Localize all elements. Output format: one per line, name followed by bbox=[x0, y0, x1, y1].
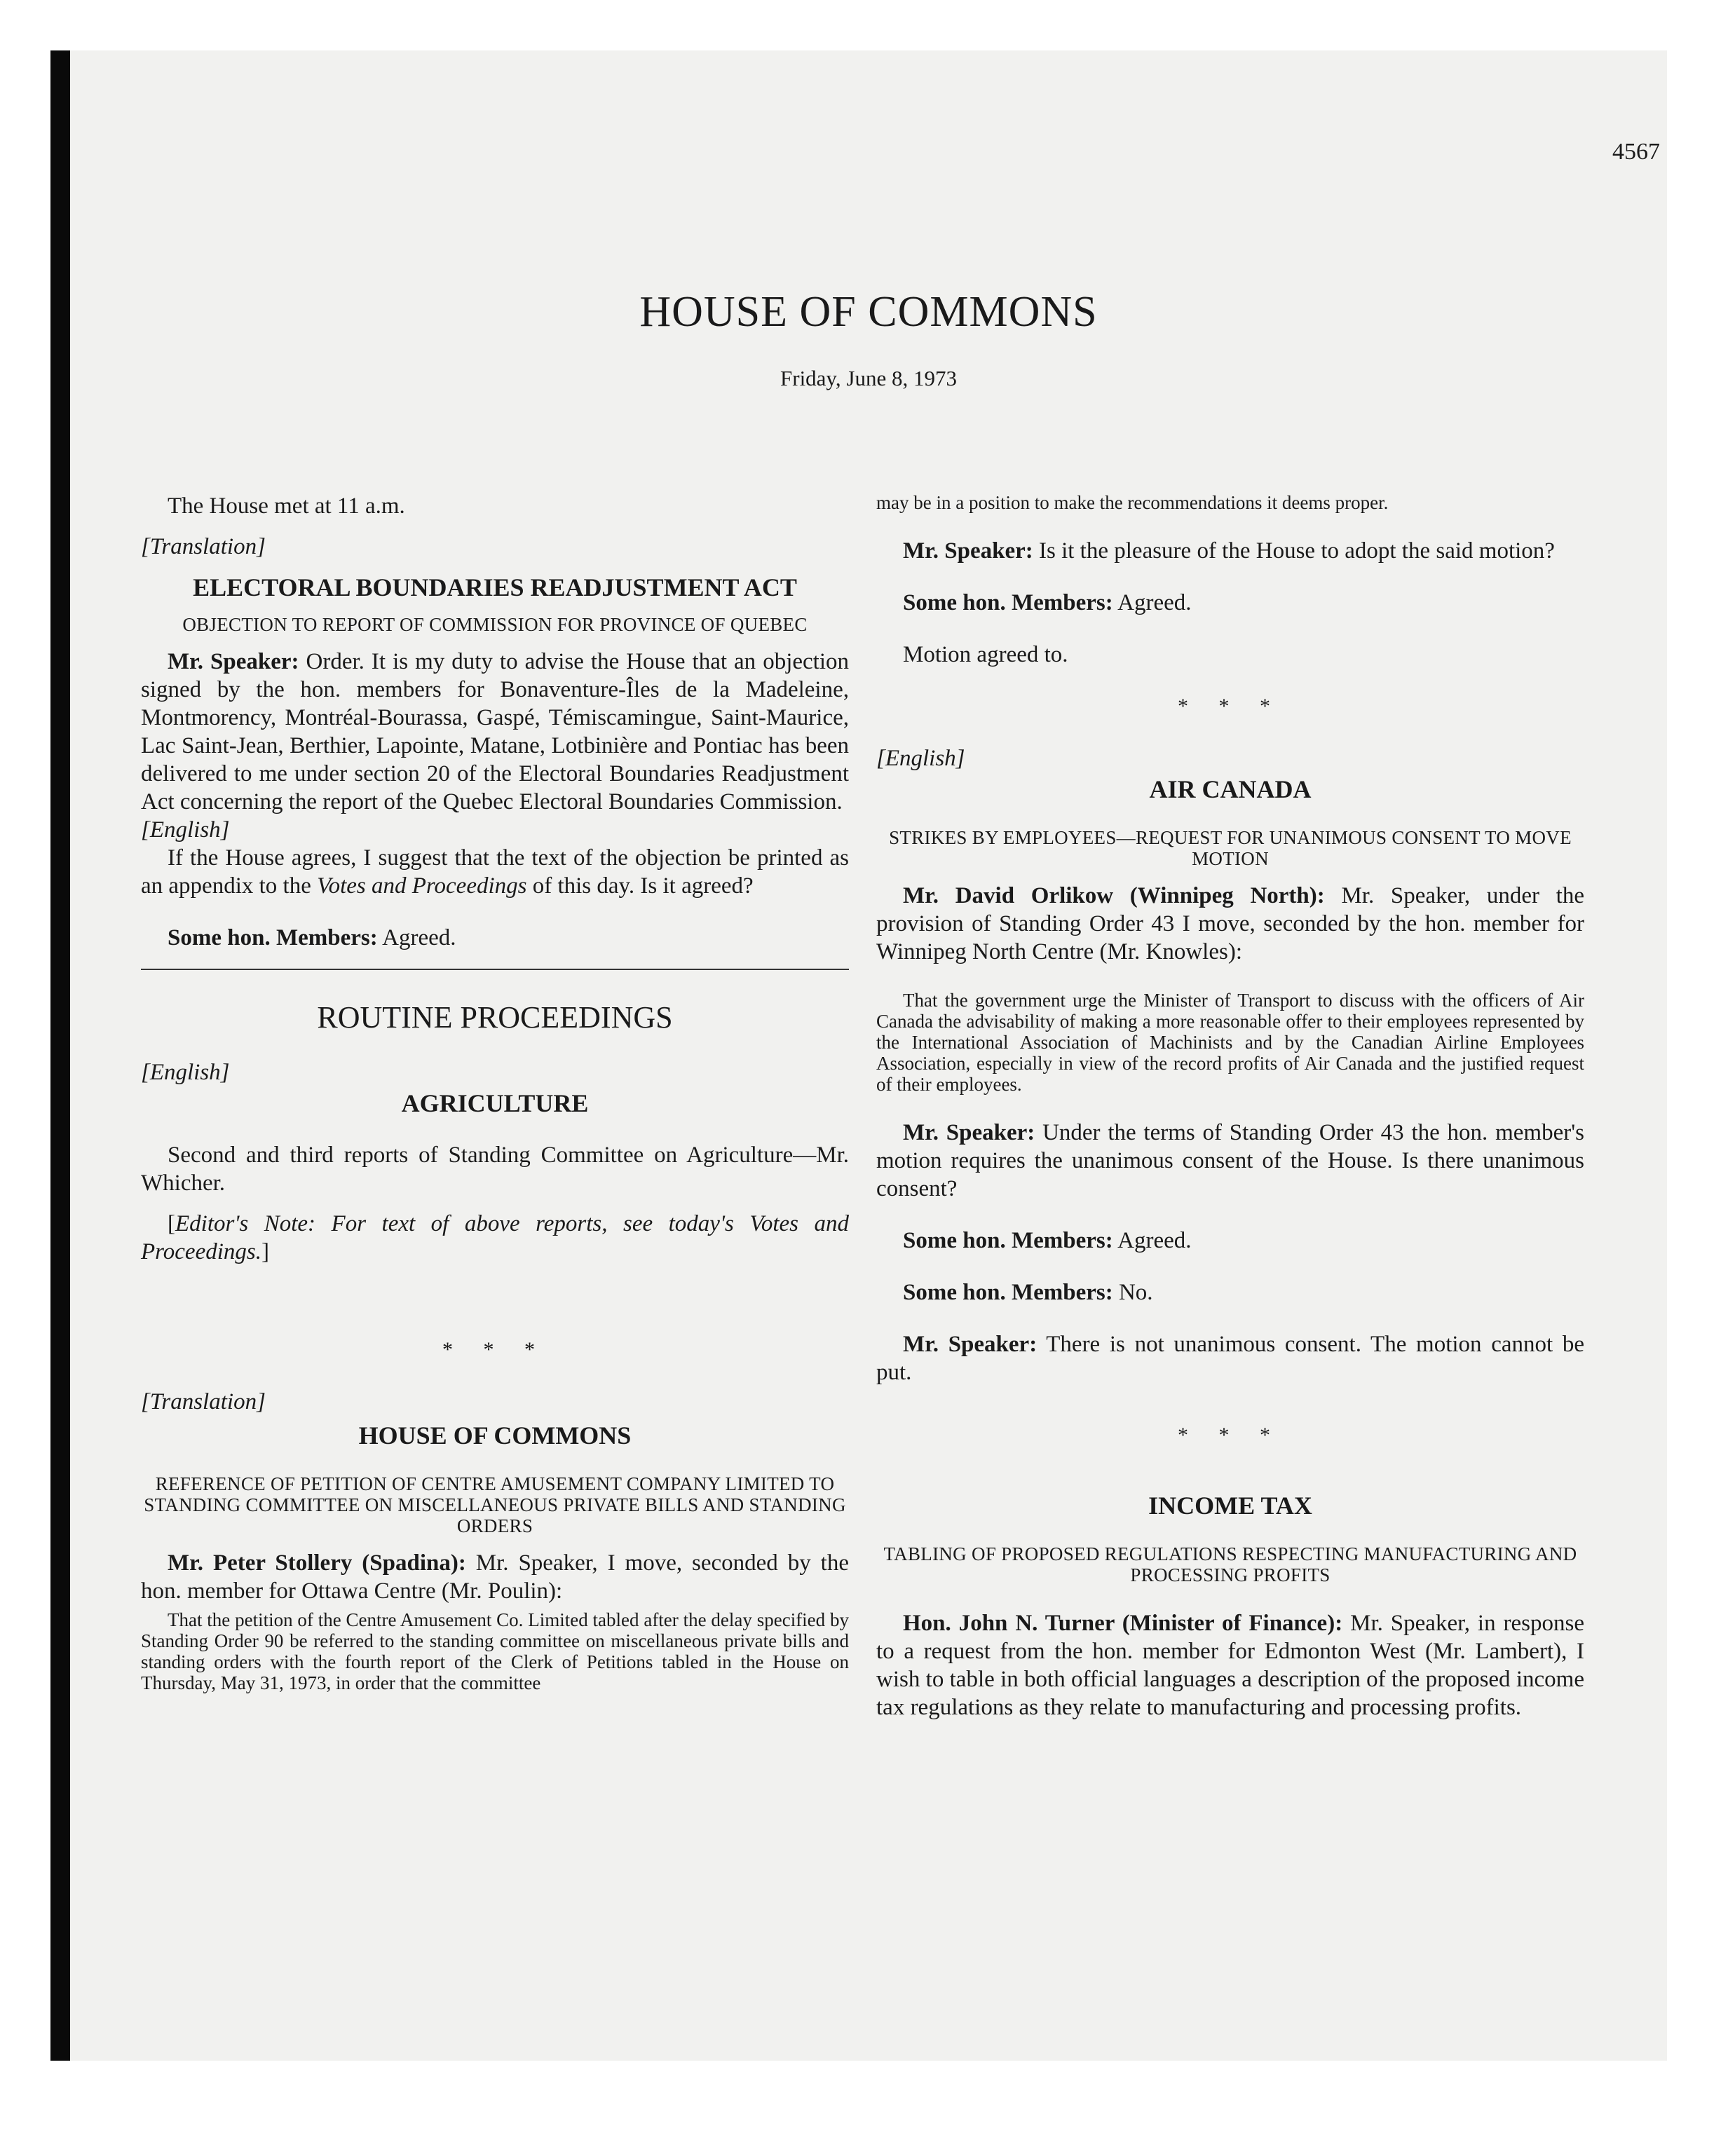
speaker-name: Mr. Speaker: bbox=[168, 649, 299, 674]
members-response bbox=[141, 924, 849, 952]
speaker-name: Mr. Peter Stollery (Spadina): bbox=[168, 1550, 466, 1576]
section-asterisks: * * * bbox=[1178, 695, 1283, 718]
speaker-text: Is it the pleasure of the House to adopt the said motion? bbox=[1033, 538, 1555, 564]
house-met-line: The House met at 11 a.m. bbox=[168, 493, 405, 519]
speaker-ruling bbox=[876, 1119, 1584, 1203]
page-number: 4567 bbox=[1612, 139, 1660, 165]
agree-paragraph bbox=[141, 844, 849, 900]
editor-note-text: Editor's Note: For text of above reports, see today's Votes and Proceedings. bbox=[141, 1211, 849, 1264]
speaker-text: There is not unanimous consent. The motion cannot be put. bbox=[876, 1332, 1584, 1385]
speaker-name: Mr. Speaker: bbox=[903, 1120, 1035, 1145]
stollery-motion bbox=[141, 1549, 849, 1605]
hansard-page bbox=[70, 50, 1667, 2061]
language-tag: [English] bbox=[141, 1060, 230, 1085]
heading-electoral-boundaries: ELECTORAL BOUNDARIES READJUSTMENT ACT bbox=[193, 573, 797, 601]
section-divider bbox=[141, 969, 849, 970]
heading-income-tax: INCOME TAX bbox=[1148, 1492, 1312, 1520]
right-column bbox=[876, 492, 1584, 1721]
agree-text: of this day. Is it agreed? bbox=[526, 873, 754, 899]
editor-note-bracket: [ bbox=[168, 1211, 175, 1236]
speaker-name: Some hon. Members: bbox=[903, 590, 1113, 615]
heading-agriculture: AGRICULTURE bbox=[401, 1089, 589, 1117]
speaker-text: Mr. Speaker, under the provision of Standing Order 43 I move, seconded by the hon. member for Winnipeg North Centre (Mr. Knowles): bbox=[876, 883, 1584, 964]
speaker-text: Mr. Speaker, in response to a request from the hon. member for Edmonton West (Mr. Lambert), I wish to table in both official languages a description of the proposed income tax regulations as they relate to manufacturing and processing profits. bbox=[876, 1611, 1584, 1720]
speaker-name: Some hon. Members: bbox=[168, 925, 378, 950]
speaker-name: Some hon. Members: bbox=[903, 1228, 1113, 1253]
subheading-tabling: TABLING OF PROPOSED REGULATIONS RESPECTING MANUFACTURING AND PROCESSING PROFITS bbox=[883, 1543, 1577, 1585]
heading-routine-proceedings: ROUTINE PROCEEDINGS bbox=[317, 1000, 673, 1035]
speaker-text: Agreed. bbox=[377, 925, 456, 950]
speaker-text: Agreed. bbox=[1113, 590, 1192, 615]
heading-house-of-commons: HOUSE OF COMMONS bbox=[358, 1421, 632, 1449]
language-tag: [English] bbox=[876, 746, 965, 771]
speaker-text: Mr. Speaker, I move, seconded by the hon. member for Ottawa Centre (Mr. Poulin): bbox=[141, 1550, 849, 1604]
petition-motion-quote: That the petition of the Centre Amusement Co. Limited tabled after the delay specified by Standing Order 90 be referred to the standing committee on miscellaneous private bills and standing orders with the fourth report of the Clerk of Petitions tabled in the House on Thursday, May 31, 1973, in order that the committee bbox=[141, 1609, 849, 1693]
speaker-name: Mr. Speaker: bbox=[903, 1332, 1037, 1357]
language-tag: [English] bbox=[141, 817, 230, 842]
speaker-name: Some hon. Members: bbox=[903, 1280, 1113, 1305]
language-tag: [Translation] bbox=[141, 534, 266, 559]
scan-edge bbox=[50, 50, 70, 2061]
air-canada-motion-quote: That the government urge the Minister of Transport to discuss with the officers of Air Canada the advisability of making a more reasonable offer to their employees represented by the International Association of Machinists and by the Canadian Airline Employees Association, especially in view of the record profits of Air Canada and the justified request of their employees. bbox=[876, 990, 1584, 1095]
turner-statement bbox=[876, 1609, 1584, 1721]
speaker-text: Agreed. bbox=[1113, 1228, 1192, 1253]
language-tag: [Translation] bbox=[141, 1389, 266, 1414]
speaker-name: Mr. David Orlikow (Winnipeg North): bbox=[903, 883, 1325, 908]
page-title: HOUSE OF COMMONS bbox=[639, 288, 1098, 336]
motion-quote-continued: may be in a position to make the recommendations it deems proper. bbox=[876, 492, 1389, 513]
section-asterisks: * * * bbox=[442, 1338, 547, 1361]
speaker-ruling bbox=[876, 1330, 1584, 1386]
agree-text-italic: Votes and Proceedings bbox=[317, 873, 527, 899]
agree-text: If the House agrees, I suggest that the text of the objection be printed as an appendix to the bbox=[141, 845, 849, 899]
agriculture-paragraph: Second and third reports of Standing Committee on Agriculture—Mr. Whicher. bbox=[141, 1142, 849, 1196]
section-asterisks: * * * bbox=[1178, 1424, 1283, 1447]
members-response bbox=[876, 589, 1584, 617]
subheading-strikes: STRIKES BY EMPLOYEES—REQUEST FOR UNANIMOUS CONSENT TO MOVE MOTION bbox=[889, 827, 1572, 869]
speaker-statement bbox=[141, 648, 849, 816]
speaker-name: Hon. John N. Turner (Minister of Finance): bbox=[903, 1611, 1343, 1636]
heading-air-canada: AIR CANADA bbox=[1149, 775, 1312, 803]
motion-agreed: Motion agreed to. bbox=[903, 642, 1068, 667]
editor-note bbox=[141, 1210, 849, 1266]
speaker-question bbox=[876, 537, 1584, 565]
speaker-text: Order. It is my duty to advise the House that an objection signed by the hon. members for Bonaventure-Îles de la Madeleine, Montmorency, Montréal-Bourassa, Gaspé, Témiscamingue, Saint-Maurice, Lac Saint-Jean, Berthier, Lapointe, Matane, Lotbinière and Pontiac has been delivered to me under section 20 of the Electoral Boundaries Readjustment Act concerning the report of the Quebec Electoral Boundaries Commission. bbox=[141, 649, 849, 814]
speaker-name: Mr. Speaker: bbox=[903, 538, 1033, 564]
speaker-text: Under the terms of Standing Order 43 the hon. member's motion requires the unanimous consent of the House. Is there unanimous consent? bbox=[876, 1120, 1584, 1201]
members-response bbox=[876, 1278, 1584, 1306]
subheading-objection: OBJECTION TO REPORT OF COMMISSION FOR PROVINCE OF QUEBEC bbox=[182, 614, 808, 635]
left-column bbox=[141, 492, 849, 1693]
orlikow-motion bbox=[876, 882, 1584, 966]
sitting-date: Friday, June 8, 1973 bbox=[780, 366, 957, 390]
editor-note-bracket: ] bbox=[261, 1239, 269, 1264]
subheading-petition-reference: REFERENCE OF PETITION OF CENTRE AMUSEMENT COMPANY LIMITED TO STANDING COMMITTEE ON MISCELLANEOUS PRIVATE BILLS AND STANDING ORDERS bbox=[144, 1473, 846, 1536]
speaker-text: No. bbox=[1113, 1280, 1153, 1305]
members-response bbox=[876, 1227, 1584, 1255]
